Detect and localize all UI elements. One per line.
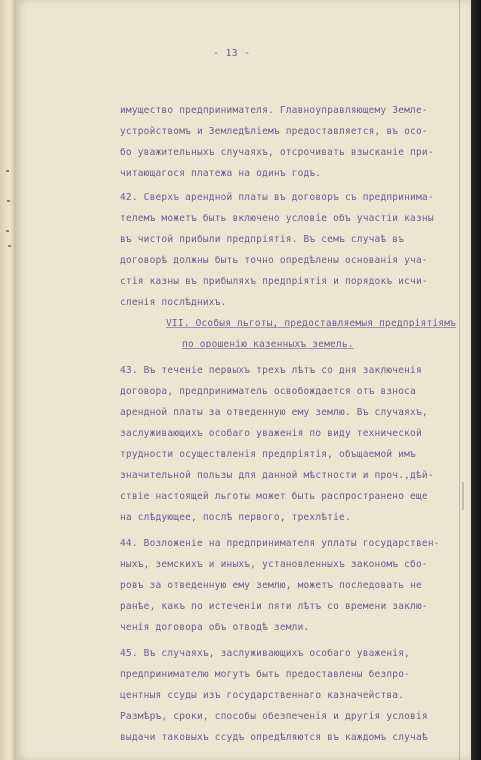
text-line: договорѣ должны быть точно опредѣлены основанiя уча- bbox=[120, 255, 428, 266]
text-line: Размѣръ, сроки, способы обезпеченiя и другiя условiя bbox=[120, 711, 428, 722]
text-line: читающагося платежа на одинъ годъ. bbox=[120, 168, 322, 179]
pencil-mark bbox=[462, 482, 464, 510]
text-line: бо уважительныхъ случаяхъ, отсрочивать взысканiе при- bbox=[120, 147, 434, 158]
text-line: устройствомъ и Земледѣлiемъ предоставляется, въ осо- bbox=[120, 126, 428, 137]
text-line: ныхъ, земскихъ и иныхъ, установленныхъ закономъ сбо- bbox=[120, 559, 428, 570]
paragraph-42-line: 42. Сверхъ арендной платы въ договоръ съ предпринима- bbox=[120, 192, 434, 203]
text-line: стiя казны въ прибыляхъ предпрiятiя и порядокъ исчи- bbox=[120, 276, 428, 287]
page-number: - 13 - bbox=[213, 48, 251, 59]
text-line: значительной пользы для данной мѣстности и проч.,дѣй- bbox=[120, 470, 434, 481]
page-fold bbox=[459, 0, 460, 760]
text-line: ранѣе, какъ по истеченiи пяти лѣтъ со времени заклю- bbox=[120, 601, 428, 612]
paragraph-44-line: 44. Возложенiе на предпринимателя уплаты государствен- bbox=[120, 538, 440, 549]
text-line: договора, предприниматель освобождается отъ взноса bbox=[120, 386, 416, 397]
text-line: телемъ можетъ быть включено условiе объ участiи казны bbox=[120, 213, 434, 224]
text-line: ствiе настоящей льготы может быть распространено еще bbox=[120, 491, 428, 502]
text-line: ченiя договора объ отводѣ земли. bbox=[120, 622, 310, 633]
text-line: въ чистой прибыли предпрiятiя. Въ семъ случаѣ въ bbox=[120, 234, 405, 245]
text-line: выдачи таковыхъ ссудъ опредѣляются въ каждомъ случаѣ bbox=[120, 732, 428, 743]
right-edge bbox=[471, 0, 481, 760]
left-page-edge bbox=[0, 0, 16, 760]
section-heading: VII. Особыя льготы, предоставляемыя предпрiятiямъ bbox=[166, 318, 457, 329]
text-line: на слѣдующее, послѣ первого, трехлѣтiе. bbox=[120, 512, 351, 523]
text-line: арендной платы за отведенную ему землю. Въ случаяхъ, bbox=[120, 407, 428, 418]
text-line: ровъ за отведенную ему землю, можетъ последовать не bbox=[120, 580, 422, 591]
paragraph-45-line: 45. Въ случаяхъ, заслуживающихъ особаго уваженiя, bbox=[120, 648, 411, 659]
text-line: трудности осуществленiя предпрiятiя, объщаемой имъ bbox=[120, 449, 416, 460]
text-line: имущество предпринимателя. Главноуправляющему Земле- bbox=[120, 105, 428, 116]
section-heading-cont: по орошенiю казенныхъ земель. bbox=[182, 339, 354, 350]
text-line: центныя ссуды изъ государственнаго казначейства. bbox=[120, 690, 405, 701]
text-line: заслуживающихъ особаго уваженiя по виду технической bbox=[120, 428, 422, 439]
paragraph-43-line: 43. Въ теченiе первыхъ трехъ лѣтъ со дня заключенiя bbox=[120, 365, 422, 376]
text-line: сленiя послѣднихъ. bbox=[120, 297, 227, 308]
text-line: предпринимателю могутъ быть предоставлены безпро- bbox=[120, 669, 411, 680]
